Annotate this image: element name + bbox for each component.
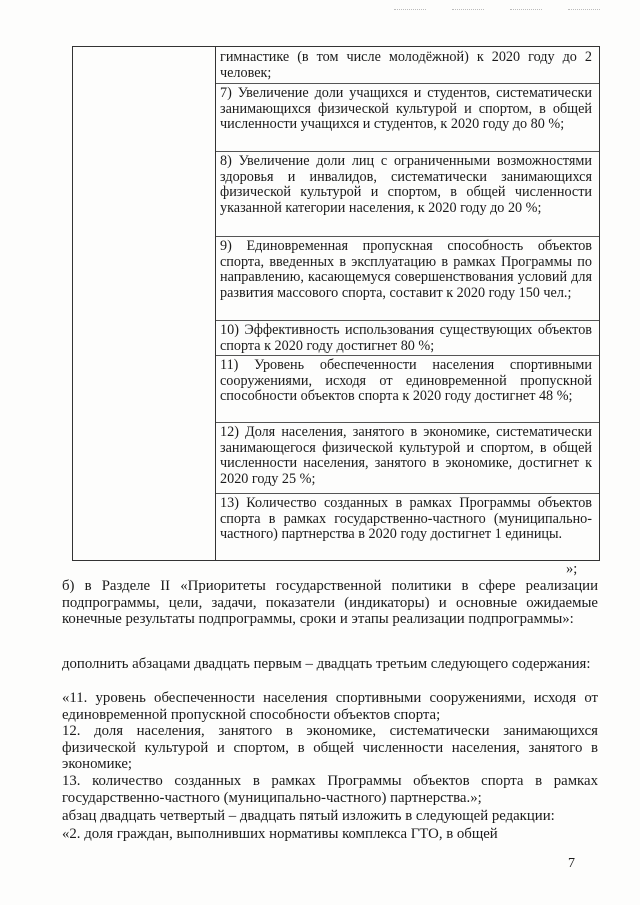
table-row-divider xyxy=(216,422,599,423)
indicators-table xyxy=(72,46,600,561)
table-cell-text: 11) Уровень обеспеченности населения спортивными сооружениями, исходя от единовременной пропускной способности объектов спорта к 2020 году достигнет 48 %; xyxy=(220,357,592,404)
table-row-divider xyxy=(216,151,599,152)
table-cell-text: 9) Единовременная пропускная способность объектов спорта, введенных в эксплуатацию в рамках Программы по направлению, касающемуся совершенствования условий для развития массового спорта, составит к 2020 году 150 чел.; xyxy=(220,238,592,301)
table-cell-text: 7) Увеличение доли учащихся и студентов, систематически занимающихся физической культурой и спортом, в общей численности учащихся и студентов, к 2020 году до 80 %; xyxy=(220,85,592,132)
body-paragraph: 12. доля населения, занятого в экономике, систематически занимающихся физической культурой и спортом, в общей численности населения, занятого в экономике; xyxy=(62,723,598,773)
body-paragraph: абзац двадцать четвертый – двадцать пятый изложить в следующей редакции: xyxy=(62,808,555,824)
closing-quote-mark: »; xyxy=(566,561,578,577)
table-cell-text: 8) Увеличение доли лиц с ограниченными возможностями здоровья и инвалидов, систематически занимающихся физической культурой и спортом, в общей численности указанной категории населения, к 2020 году до 20 %; xyxy=(220,153,592,216)
table-left-column xyxy=(73,47,216,560)
body-paragraph: «2. доля граждан, выполнивших нормативы комплекса ГТО, в общей xyxy=(62,826,498,842)
table-row-divider xyxy=(216,236,599,237)
table-cell-text: 13) Количество созданных в рамках Программы объектов спорта в рамках государственно-частного (муниципально-частного) партнерства в 2020 году достигнет 1 единицы. xyxy=(220,495,592,542)
body-paragraph: б) в Разделе II «Приоритеты государственной политики в сфере реализации подпрограммы, цели, задачи, показатели (индикаторы) и основные ожидаемые конечные результаты подпрограммы, сроки и этапы реализации подпрограммы»: xyxy=(62,578,598,628)
body-paragraph: 13. количество созданных в рамках Программы объектов спорта в рамках государственно-частного (муниципально-частного) партнерства.»; xyxy=(62,773,598,806)
table-cell-text: гимнастике (в том числе молодёжной) к 2020 году до 2 человек; xyxy=(220,49,592,81)
page-number: 7 xyxy=(568,856,575,871)
table-row-divider xyxy=(216,493,599,494)
table-right-column xyxy=(216,47,599,560)
header-scan-marks xyxy=(260,6,600,14)
table-row-divider xyxy=(216,320,599,321)
table-cell-text: 12) Доля населения, занятого в экономике, систематически занимающегося физической культурой и спортом, в общей численности населения, занятого в экономике, достигнет к 2020 году 25 %; xyxy=(220,424,592,487)
table-row-divider xyxy=(216,83,599,84)
table-row-divider xyxy=(216,355,599,356)
body-paragraph: дополнить абзацами двадцать первым – двадцать третьим следующего содержания: xyxy=(62,656,591,672)
table-cell-text: 10) Эффективность использования существующих объектов спорта к 2020 году достигнет 80 %; xyxy=(220,322,592,354)
body-paragraph: «11. уровень обеспеченности населения спортивными сооружениями, исходя от единовременной пропускной способности объектов спорта; xyxy=(62,690,598,723)
